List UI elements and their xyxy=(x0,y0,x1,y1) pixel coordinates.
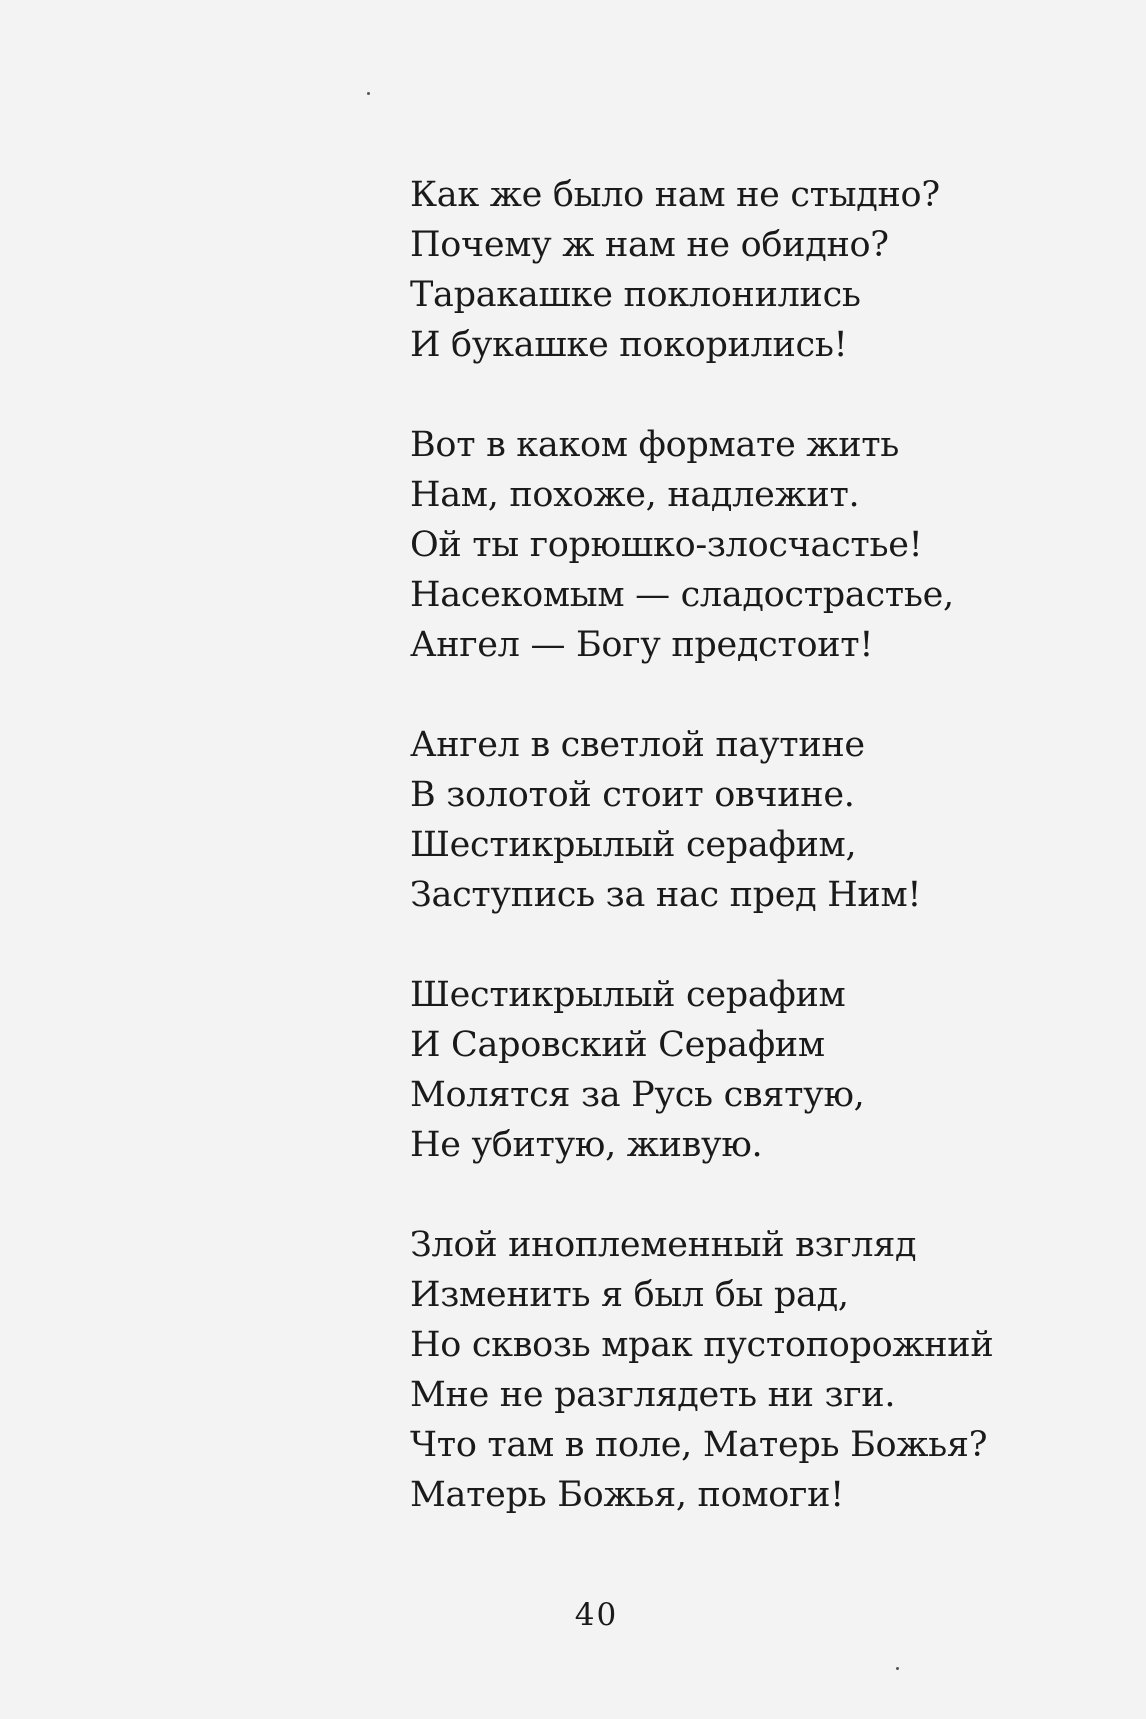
stanza xyxy=(410,970,1050,1170)
poem-line: Ангел — Богу предстоит! xyxy=(410,625,874,665)
poem-line: Но сквозь мрак пустопорожний xyxy=(410,1325,994,1365)
poem-line: Молятся за Русь святую, xyxy=(410,1075,865,1115)
poem-line: Насекомым — сладострастье, xyxy=(410,575,954,615)
poem-line: Вот в каком формате жить xyxy=(410,425,900,465)
poem-line: Шестикрылый серафим, xyxy=(410,825,857,865)
print-speck xyxy=(367,92,370,95)
poem-line: Изменить я был бы рад, xyxy=(410,1275,849,1315)
poem-line: Шестикрылый серафим xyxy=(410,975,846,1015)
poem-line: Почему ж нам не обидно? xyxy=(410,225,889,265)
poem-line: Заступись за нас пред Ним! xyxy=(410,875,922,915)
poem-line: Матерь Божья, помоги! xyxy=(410,1475,844,1515)
poem-line: Мне не разглядеть ни зги. xyxy=(410,1375,896,1415)
poem-line: И букашке покорились! xyxy=(410,325,848,365)
poem-line: Не убитую, живую. xyxy=(410,1125,763,1165)
poem-line: Таракашке поклонились xyxy=(410,275,861,315)
stanza xyxy=(410,170,1050,370)
poem-line: И Саровский Серафим xyxy=(410,1025,825,1065)
poem-line: В золотой стоит овчине. xyxy=(410,775,855,815)
poem-line: Нам, похоже, надлежит. xyxy=(410,475,860,515)
poem-line: Ангел в светлой паутине xyxy=(410,725,865,765)
stanza xyxy=(410,720,1050,920)
poem-line: Что там в поле, Матерь Божья? xyxy=(410,1425,988,1465)
stanza xyxy=(410,1220,1050,1520)
poem-line: Как же было нам не стыдно? xyxy=(410,175,940,215)
page-number: 40 xyxy=(574,1597,619,1633)
poem xyxy=(410,170,1050,1570)
poem-line: Ой ты горюшко-злосчастье! xyxy=(410,525,923,565)
stanza xyxy=(410,420,1050,670)
poem-line: Злой иноплеменный взгляд xyxy=(410,1225,917,1265)
print-speck xyxy=(896,1667,899,1670)
